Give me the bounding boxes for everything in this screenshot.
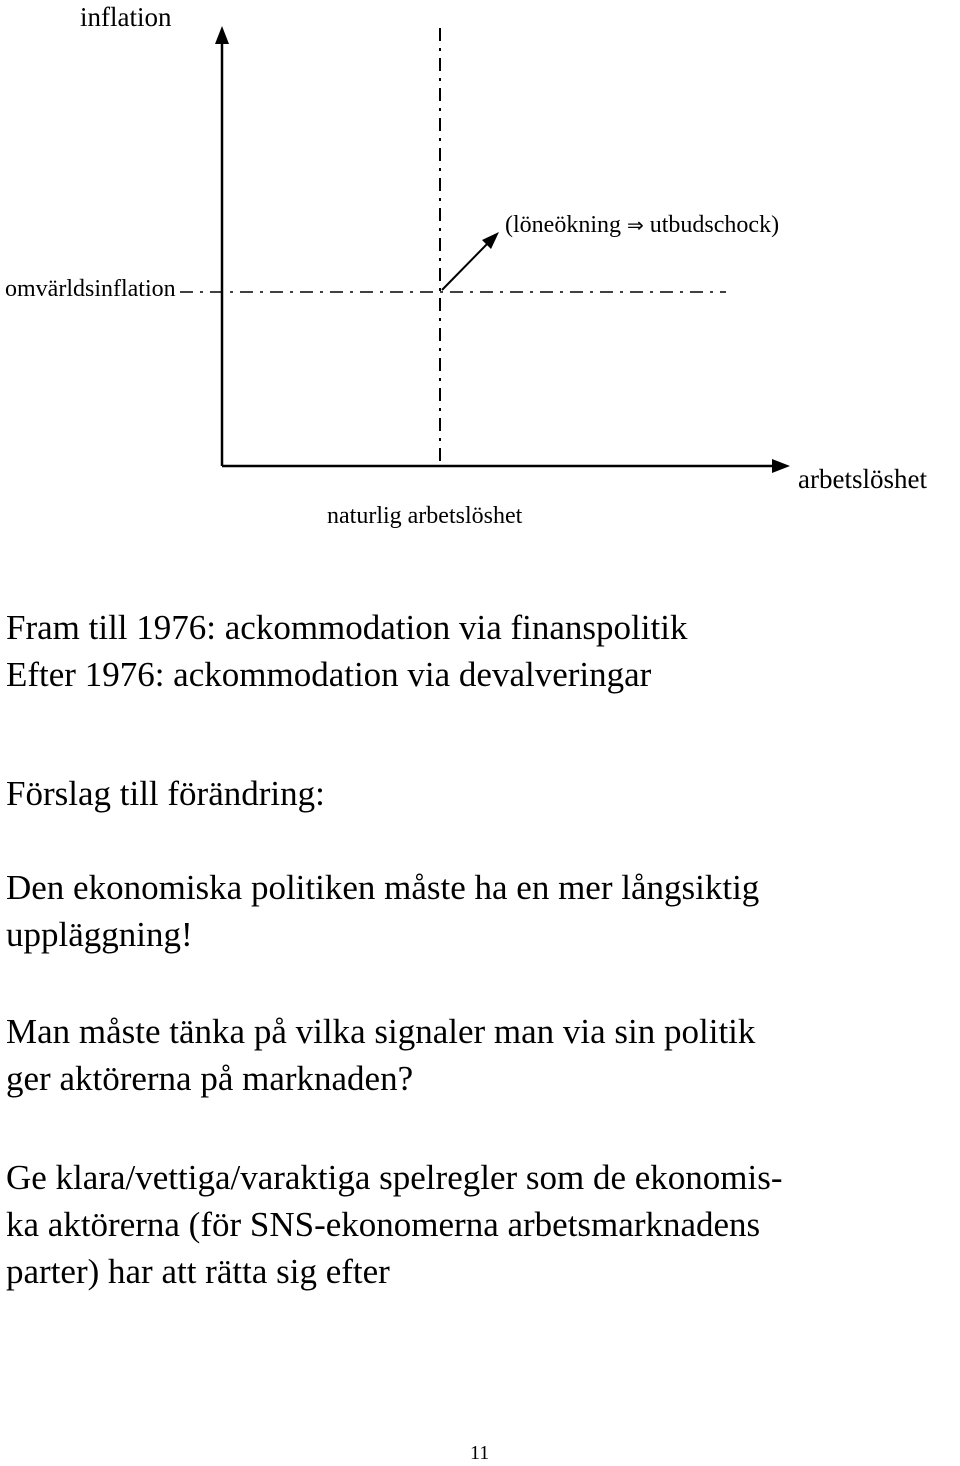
x-axis-label: arbetslöshet (798, 464, 927, 494)
paragraph-signals (6, 1008, 956, 1102)
paragraph1-line-1: Den ekonomiska politiken måste ha en mer långsiktig (6, 868, 760, 907)
history-paragraph (6, 604, 956, 698)
proposal-heading: Förslag till förändring: (6, 774, 325, 813)
y-axis-arrowhead (215, 26, 229, 44)
annotation-left: (löneökning (505, 212, 621, 238)
paragraph-rules (6, 1154, 956, 1295)
x-axis-arrowhead (772, 459, 790, 473)
shock-annotation (505, 212, 779, 239)
vertical-line-label: naturlig arbetslöshet (327, 503, 523, 529)
paragraph1-line-2: uppläggning! (6, 915, 193, 954)
history-line-1: Fram till 1976: ackommodation via finanspolitik (6, 608, 688, 647)
page-number: 11 (470, 1442, 490, 1464)
paragraph2-line-1: Man måste tänka på vilka signaler man via sin politik (6, 1012, 756, 1051)
paragraph-long-term (6, 864, 956, 958)
paragraph3-line-3: parter) har att rätta sig efter (6, 1252, 390, 1291)
horizontal-line-label: omvärldsinflation (5, 276, 176, 302)
annotation-right: utbudschock) (649, 212, 780, 238)
paragraph3-line-2: ka aktörerna (för SNS-ekonomerna arbetsmarknadens (6, 1205, 761, 1244)
history-line-2: Efter 1976: ackommodation via devalveringar (6, 655, 652, 694)
shock-arrow-line (442, 241, 490, 290)
implies-arrow-icon: ⇒ (626, 213, 644, 237)
y-axis-label: inflation (80, 2, 172, 32)
paragraph3-line-1: Ge klara/vettiga/varaktiga spelregler som de ekonomis- (6, 1158, 783, 1197)
paragraph2-line-2: ger aktörerna på marknaden? (6, 1059, 414, 1098)
